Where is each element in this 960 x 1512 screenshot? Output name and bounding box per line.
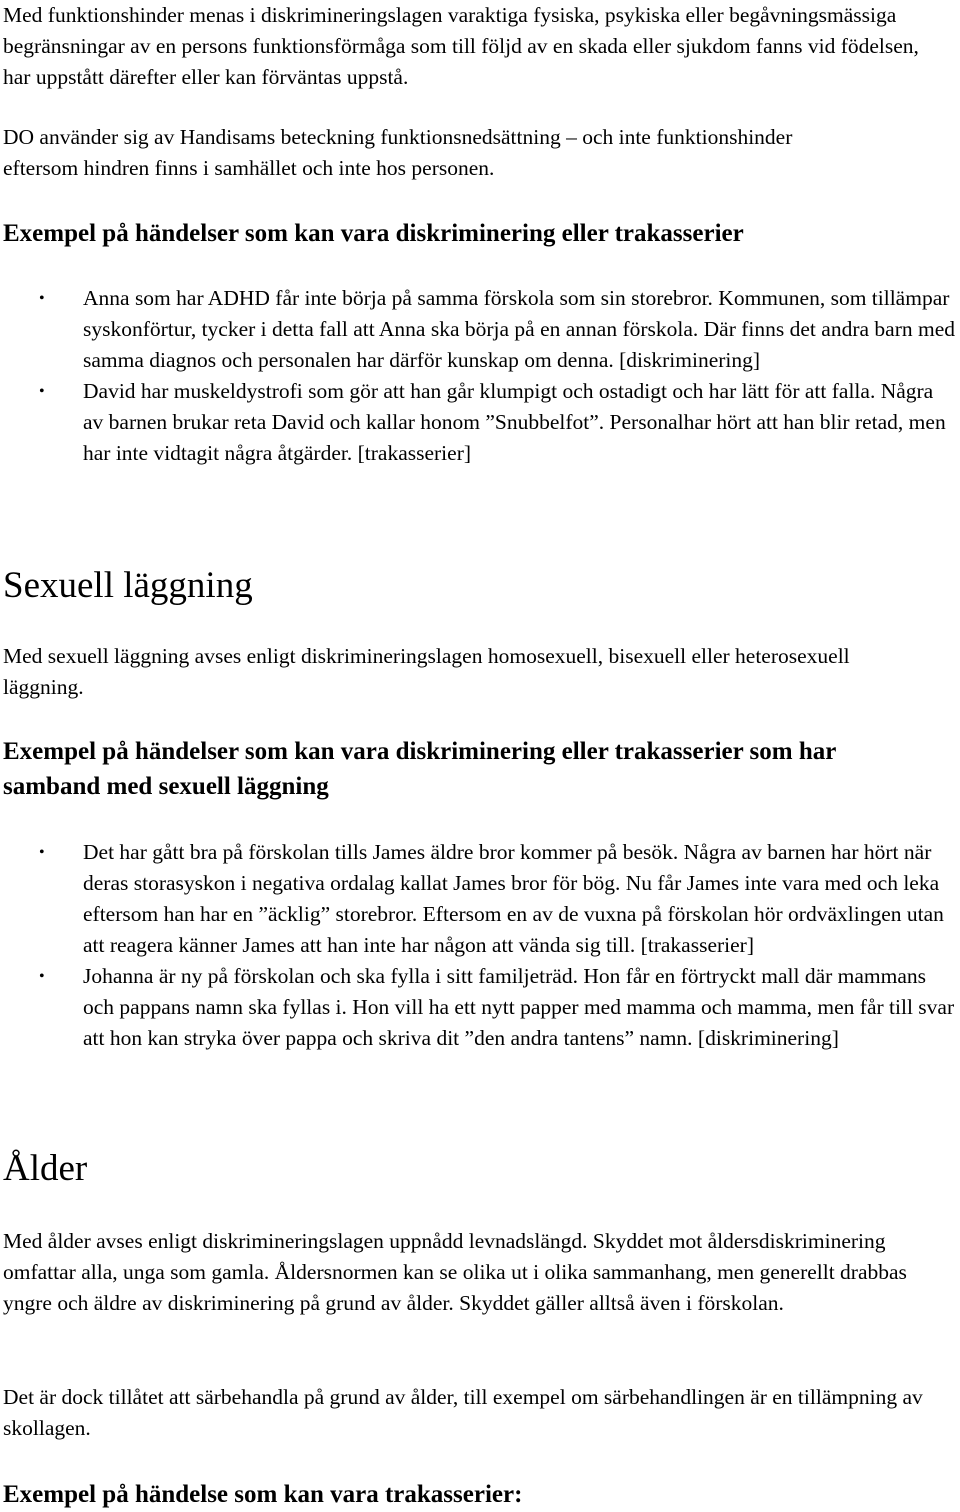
list-item-text: Anna som har ADHD får inte börja på samma förskola som sin storebror. Kommunen, som tillämpar syskonförtur, tycker i detta fall att Anna ska börja på en annan förskola. Där finns det andra barn med samma diagnos och personalen har därför kunskap om denna. [diskriminering] — [83, 286, 955, 372]
age-paragraph-1: Med ålder avses enligt diskrimineringslagen uppnådd levnadslängd. Skyddet mot åldersdiskriminering omfattar alla, unga som gamla. Åldersnormen kan se olika ut i olika sammanhang, men generellt drabbas yngre och äldre av diskriminering på grund av ålder. Skyddet gäller alltså även i förskolan. — [3, 1229, 907, 1315]
list-item — [3, 837, 958, 961]
list-item-text: Johanna är ny på förskolan och ska fylla i sitt familjeträd. Hon får en förtryckt mall där mammans och pappans namn ska fyllas i. Hon vill ha ett nytt papper med mamma och mamma, men får till svar att hon kan stryka över pappa och skriva dit ”den andra tantens” namn. [diskriminering] — [83, 964, 955, 1050]
list-item — [3, 961, 958, 1054]
list-item-text: David har muskeldystrofi som gör att han går klumpigt och ostadigt och har lätt för att falla. Några av barnen brukar reta David och kallar honom ”Snubbelfot”. Personalhar hört att han blir retad, men har inte vidtagit några åtgärder. [trakasserier] — [83, 379, 946, 465]
bullet-icon: • — [39, 383, 45, 400]
list-item-text: Det har gått bra på förskolan tills James äldre bror kommer på besök. Några av barnen har hört när deras storasyskon i negativa ordalag kallat James bror för bög. Nu får James inte vara med och leka eftersom han har en ”äcklig” storebror. Eftersom en av de vuxna på förskolan hör ordväxlingen utan att reagera känner James att han inte har någon att vända sig till. [trakasserier] — [83, 840, 944, 957]
bullet-icon: • — [39, 290, 45, 307]
list-item — [3, 283, 958, 376]
intro-paragraph-1: Med funktionshinder menas i diskrimineringslagen varaktiga fysiska, psykiska eller begåvningsmässiga begränsningar av en persons funktionsförmåga som till följd av en skada eller sjukdom fanns vid födelsen, har uppstått därefter eller kan förväntas uppstå. — [3, 3, 919, 89]
section-heading-sexual-orientation: Sexuell läggning — [3, 565, 253, 606]
bullet-icon: • — [39, 968, 45, 985]
examples-heading-disability: Exempel på händelser som kan vara diskriminering eller trakasserier — [3, 220, 744, 247]
age-paragraph-2: Det är dock tillåtet att särbehandla på grund av ålder, till exempel om särbehandlingen är en tillämpning av skollagen. — [3, 1385, 923, 1440]
intro-paragraph-2: DO använder sig av Handisams beteckning funktionsnedsättning – och inte funktionshinder eftersom hindren finns i samhället och inte hos personen. — [3, 125, 793, 180]
bullet-icon: • — [39, 844, 45, 861]
examples-heading-age: Exempel på händelse som kan vara trakasserier: — [3, 1481, 523, 1508]
sexual-orientation-paragraph: Med sexuell läggning avses enligt diskrimineringslagen homosexuell, bisexuell eller heterosexuell läggning. — [3, 644, 850, 699]
examples-list-disability — [3, 283, 958, 469]
examples-list-sexual-orientation — [3, 837, 958, 1054]
list-item — [3, 376, 958, 469]
section-heading-age: Ålder — [3, 1148, 88, 1189]
examples-heading-sexual-orientation: Exempel på händelser som kan vara diskriminering eller trakasserier som har samband med sexuell läggning — [3, 738, 836, 800]
